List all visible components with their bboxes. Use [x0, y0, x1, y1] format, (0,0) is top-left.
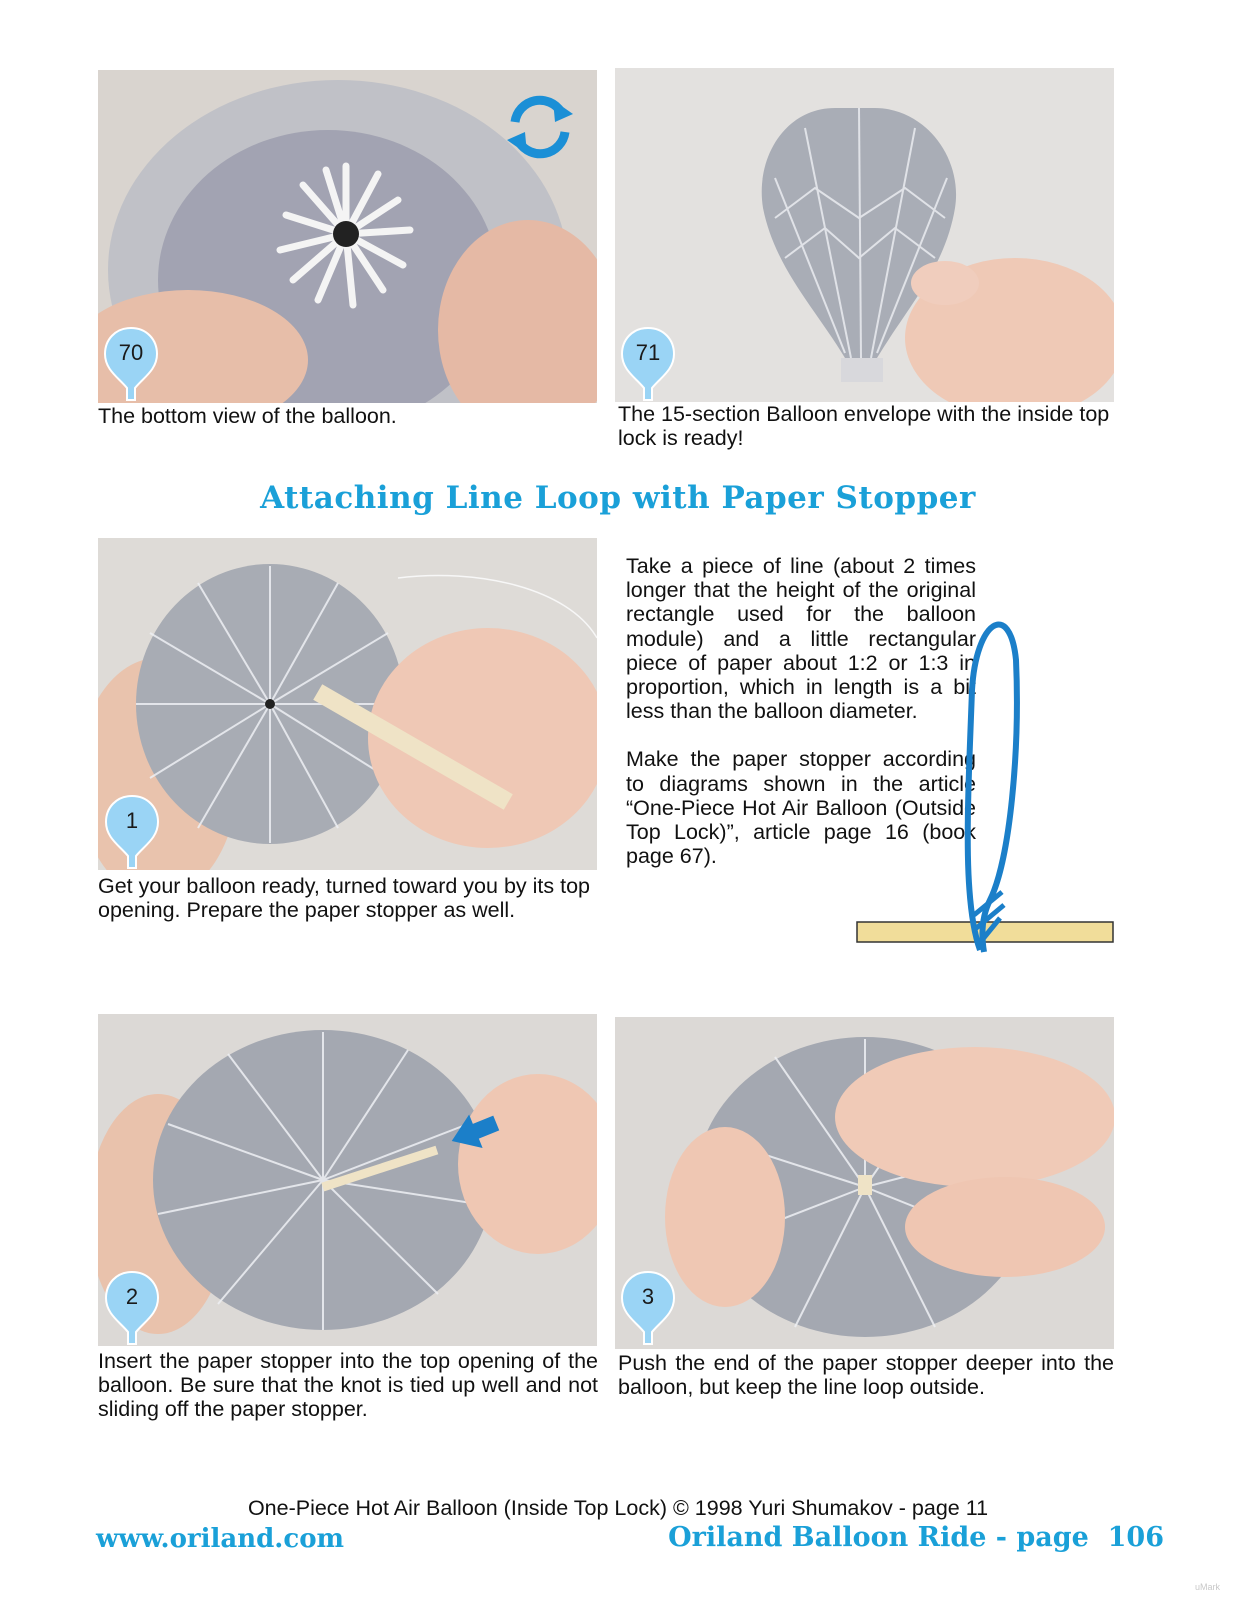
insert-stopper-photo-image — [98, 1014, 597, 1346]
step-number: 1 — [125, 808, 139, 833]
step-number: 3 — [641, 1284, 655, 1309]
photo-step-1 — [98, 538, 597, 870]
photo-step-70 — [98, 70, 597, 403]
footer-page-label: Oriland Balloon Ride - page 106 — [668, 1522, 1164, 1553]
footer-site-link[interactable]: www.oriland.com — [96, 1524, 345, 1554]
caption-step-1: Get your balloon ready, turned toward you by its top opening. Prepare the paper stopper as well. — [98, 874, 590, 922]
watermark: uMark — [1194, 1582, 1220, 1592]
caption-step-3: Push the end of the paper stopper deeper into the balloon, but keep the line loop outside. — [618, 1351, 1114, 1399]
caption-step-71: The 15-section Balloon envelope with the inside top lock is ready! — [618, 402, 1110, 450]
balloon-top-opening-photo-image — [98, 538, 597, 870]
photo-step-3 — [615, 1017, 1114, 1349]
footer-credit: One-Piece Hot Air Balloon (Inside Top Lock) © 1998 Yuri Shumakov - page 11 — [247, 1496, 989, 1520]
instructions-paragraph-2: Make the paper stopper according to diagrams shown in the article “One-Piece Hot Air Balloon (Outside Top Lock)”, article page 16 (book page 67). — [626, 747, 976, 869]
step-badge-3 — [620, 1270, 676, 1346]
caption-step-70: The bottom view of the balloon. — [98, 404, 397, 428]
photo-step-71 — [615, 68, 1114, 402]
step-badge-1 — [104, 794, 160, 870]
photo-step-2 — [98, 1014, 597, 1346]
push-stopper-photo-image — [615, 1017, 1114, 1349]
step-badge-71 — [620, 326, 676, 402]
step-number: 71 — [635, 340, 661, 365]
step-number: 2 — [125, 1284, 139, 1309]
section-heading: Attaching Line Loop with Paper Stopper — [260, 480, 976, 516]
instructions-paragraph-1: Take a piece of line (about 2 times longer that the height of the original rectangle used for the balloon module) and a little rectangular piece of paper about 1:2 or 1:3 in proportion, which in length is a bit less than the balloon diameter. — [626, 554, 976, 724]
step-badge-2 — [104, 1270, 160, 1346]
step-number: 70 — [118, 340, 144, 365]
balloon-envelope-photo-image — [615, 68, 1114, 402]
step-badge-70 — [103, 326, 159, 402]
line-loop-diagram — [850, 600, 1120, 960]
caption-step-2: Insert the paper stopper into the top opening of the balloon. Be sure that the knot is tied up well and not sliding off the paper stopper. — [98, 1349, 598, 1421]
rotate-icon — [503, 92, 577, 162]
